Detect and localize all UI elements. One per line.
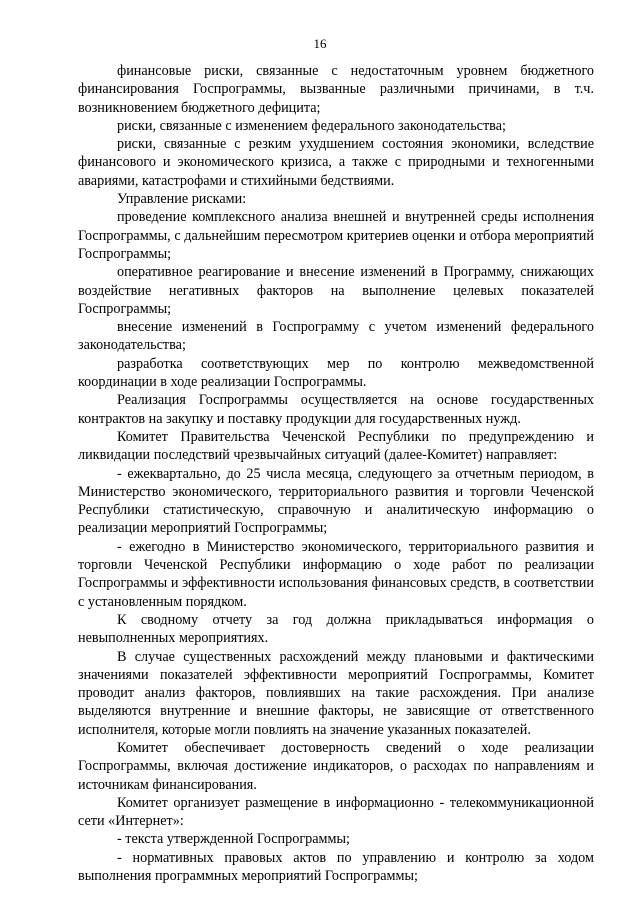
paragraph-operational-response: оперативное реагирование и внесение изменений в Программу, снижающих воздействие негативных факторов на выполнение целевых показателей Госпрограммы; — [78, 264, 594, 317]
paragraph-internet-publication: Комитет организует размещение в информационно - телекоммуникационной сети «Интернет»: — [78, 794, 594, 830]
paragraph-program-text: - текста утвержденной Госпрограммы; — [117, 831, 350, 848]
paragraph-financial-risks: финансовые риски, связанные с недостаточным уровнем бюджетного финансирования Госпрограммы, вызванные различными причинами, в т.ч. возникновением бюджетного дефицита; — [78, 63, 594, 116]
paragraph-coordination: разработка соответствующих мер по контролю межведомственной координации в ходе реализации Госпрограммы. — [78, 355, 594, 391]
document-body — [78, 62, 594, 885]
paragraph-risk-management-heading: Управление рисками: — [117, 191, 247, 208]
page-number: 16 — [313, 36, 327, 51]
paragraph-legislation-risks: риски, связанные с изменением федерального законодательства; — [117, 117, 506, 134]
paragraph-analysis: проведение комплексного анализа внешней и внутренней среды исполнения Госпрограммы, с дальнейшим пересмотром критериев оценки и отбора мероприятий Госпрограммы; — [78, 209, 594, 262]
paragraph-discrepancies: В случае существенных расхождений между плановыми и фактическими значениями показателей эффективности мероприятий Госпрограммы, Комитет проводит анализ факторов, повлиявших на такие расхождения. При анализе выделяются внутренние и внешние факторы, не зависящие от ответственного исполнителя, которые могли повлиять на значение указанных показателей. — [78, 648, 594, 738]
paragraph-quarterly-report: - ежеквартально, до 25 числа месяца, следующего за отчетным периодом, в Министерство экономического, территориального развития и торговли Чеченской Республики статистическую, справочную и аналитическую информацию о реализации мероприятий Госпрограммы; — [78, 465, 594, 537]
paragraph-implementation: Реализация Госпрограммы осуществляется на основе государственных контрактов на закупку и поставку продукции для государственных нужд. — [78, 392, 594, 427]
paragraph-committee-sends: Комитет Правительства Чеченской Республики по предупреждению и ликвидации последствий чрезвычайных ситуаций (далее-Комитет) направляет: — [78, 428, 594, 464]
paragraph-annual-report: - ежегодно в Министерство экономического, территориального развития и торговли Чеченской Республики информацию о ходе работ по реализации Госпрограммы и эффективности использования финансовых средств, в соответствии с установленным порядком. — [78, 538, 594, 610]
paragraph-summary-report: К сводному отчету за год должна прикладываться информация о невыполненных мероприятиях. — [78, 611, 594, 647]
paragraph-legal-acts: - нормативных правовых актов по управлению и контролю за ходом выполнения программных мероприятий Госпрограммы; — [78, 849, 594, 885]
paragraph-reliability: Комитет обеспечивает достоверность сведений о ходе реализации Госпрограммы, включая достижение индикаторов, о расходах по направлениям и источникам финансирования. — [78, 739, 594, 793]
paragraph-program-changes: внесение изменений в Госпрограмму с учетом изменений федерального законодательства; — [78, 319, 594, 354]
paragraph-economic-risks: риски, связанные с резким ухудшением состояния экономики, вследствие финансового и экономического кризиса, а также с природными и техногенными авариями, катастрофами и стихийными бедствиями. — [78, 136, 594, 189]
